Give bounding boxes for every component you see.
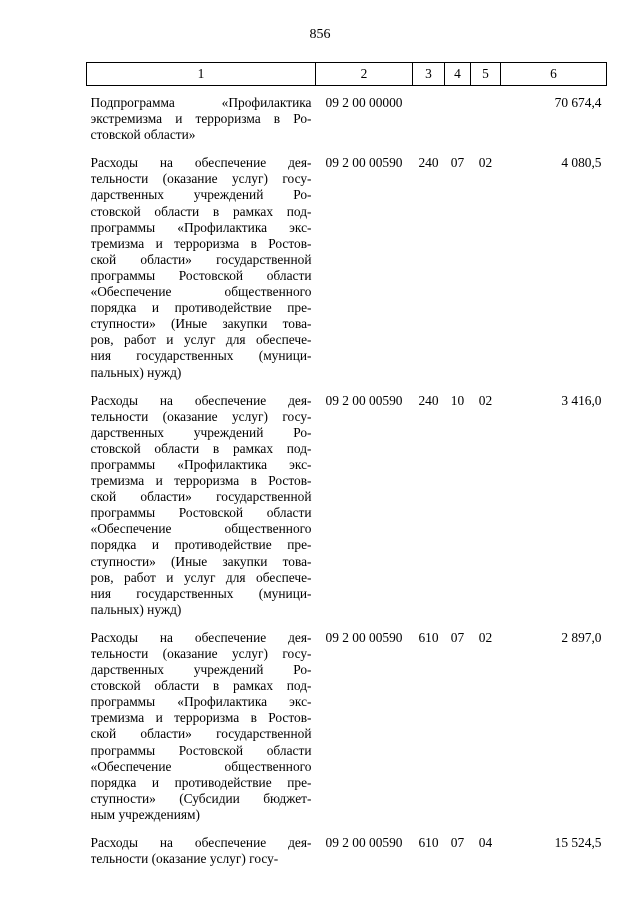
table-row xyxy=(87,835,607,867)
table-row xyxy=(87,393,607,618)
row-target-code: 09 2 00 00590 xyxy=(325,155,403,171)
row-expense-type: 610 xyxy=(418,629,439,645)
table-row xyxy=(87,155,607,380)
row-spacer xyxy=(87,143,607,155)
description-line: Расходы на обеспечение дея- xyxy=(90,629,312,645)
row-amount: 70 674,4 xyxy=(554,95,602,110)
description-line: тельности (оказание услуг) госу- xyxy=(90,408,312,424)
header-col-2: 2 xyxy=(316,63,413,86)
row-spacer-cell xyxy=(87,143,607,155)
description-line: ской области» государственной xyxy=(90,251,312,267)
description-line: пальных) нужд) xyxy=(90,364,182,380)
description-line: ров, работ и услуг для обеспече- xyxy=(90,332,312,348)
description-line: ным учреждениям) xyxy=(90,806,200,822)
row-amount: 3 416,0 xyxy=(561,392,602,408)
description-line: тремизма и терроризма в Ростов- xyxy=(90,235,312,251)
description-line: «Обеспечение общественного xyxy=(90,521,312,537)
row-description xyxy=(87,155,316,380)
row-subsection: 02 xyxy=(478,155,493,171)
row-subsection: 04 xyxy=(478,835,493,851)
row-section: 07 xyxy=(450,629,465,645)
description-line: тремизма и терроризма в Ростов- xyxy=(90,473,312,489)
description-line: программы «Профилактика экс- xyxy=(90,694,312,710)
row-section xyxy=(445,86,471,144)
description-line: Подпрограмма «Профилактика xyxy=(90,95,312,110)
row-description xyxy=(87,630,316,823)
row-spacer-cell xyxy=(87,823,607,835)
row-amount: 15 524,5 xyxy=(554,835,602,851)
description-line: ния государственных (муници- xyxy=(90,585,312,601)
row-description xyxy=(87,86,316,144)
description-line: стовской области в рамках под- xyxy=(90,440,312,456)
header-col-5: 5 xyxy=(471,63,501,86)
description-line: ступности» (Субсидии бюджет- xyxy=(90,790,312,806)
description-line: экстремизма и терроризма в Ро- xyxy=(90,111,312,127)
row-section: 07 xyxy=(450,155,465,171)
description-line: Расходы на обеспечение дея- xyxy=(90,155,312,171)
row-subsection: 02 xyxy=(478,392,493,408)
row-section: 10 xyxy=(450,392,465,408)
row-subsection: 02 xyxy=(478,629,493,645)
row-expense-type: 610 xyxy=(418,835,439,851)
row-target-code: 09 2 00 00590 xyxy=(325,835,403,851)
description-line: Расходы на обеспечение дея- xyxy=(90,392,312,408)
page-number: 856 xyxy=(309,27,331,42)
row-spacer xyxy=(87,823,607,835)
description-line: дарственных учреждений Ро- xyxy=(90,662,312,678)
description-line: порядка и противодействие пре- xyxy=(90,537,312,553)
table-row xyxy=(87,86,607,144)
description-line: программы Ростовской области xyxy=(90,505,312,521)
description-line: программы «Профилактика экс- xyxy=(90,456,312,472)
row-expense-type: 240 xyxy=(418,155,439,171)
description-line: «Обеспечение общественного xyxy=(90,284,312,300)
description-line: тельности (оказание услуг) госу- xyxy=(90,646,312,661)
table-row xyxy=(87,630,607,823)
row-amount: 2 897,0 xyxy=(561,629,602,645)
description-line: стовской области в рамках под- xyxy=(90,678,312,694)
description-line: дарственных учреждений Ро- xyxy=(90,424,312,440)
description-line: стовской области в рамках под- xyxy=(90,203,312,219)
header-row xyxy=(87,63,607,86)
row-target-code: 09 2 00 00590 xyxy=(325,629,403,645)
row-section: 07 xyxy=(450,835,465,851)
row-target-code: 09 2 00 00590 xyxy=(325,392,403,408)
header-col-3: 3 xyxy=(413,63,445,86)
description-line: ров, работ и услуг для обеспече- xyxy=(90,569,312,585)
description-line: ской области» государственной xyxy=(90,489,312,505)
description-line: Расходы на обеспечение дея- xyxy=(90,835,312,851)
table-body xyxy=(87,86,607,868)
description-line: ния государственных (муници- xyxy=(90,348,312,364)
description-line: ступности» (Иные закупки това- xyxy=(90,553,312,569)
description-line: программы Ростовской области xyxy=(90,742,312,758)
row-expense-type xyxy=(413,86,445,144)
row-subsection xyxy=(471,86,501,144)
header-col-4: 4 xyxy=(445,63,471,86)
description-line: тремизма и терроризма в Ростов- xyxy=(90,710,312,726)
description-line: стовской области» xyxy=(90,127,196,143)
row-description xyxy=(87,835,316,867)
row-spacer xyxy=(87,618,607,630)
description-line: тельности (оказание услуг) госу- xyxy=(90,171,312,187)
row-description xyxy=(87,393,316,618)
description-line: ступности» (Иные закупки това- xyxy=(90,316,312,332)
table-header xyxy=(87,63,607,86)
description-line: программы «Профилактика экс- xyxy=(90,219,312,235)
description-line: пальных) нужд) xyxy=(90,601,182,617)
description-line: ской области» государственной xyxy=(90,726,312,742)
description-line: дарственных учреждений Ро- xyxy=(90,187,312,203)
header-col-1: 1 xyxy=(87,63,316,86)
budget-table xyxy=(86,62,607,867)
row-expense-type: 240 xyxy=(418,392,439,408)
row-spacer-cell xyxy=(87,381,607,393)
description-line: тельности (оказание услуг) госу- xyxy=(90,851,279,867)
header-col-6: 6 xyxy=(501,63,607,86)
description-line: программы Ростовской области xyxy=(90,267,312,283)
row-target-code: 09 2 00 00000 xyxy=(325,95,403,110)
row-spacer xyxy=(87,381,607,393)
row-amount: 4 080,5 xyxy=(561,155,602,171)
row-spacer-cell xyxy=(87,618,607,630)
description-line: порядка и противодействие пре- xyxy=(90,774,312,790)
description-line: порядка и противодействие пре- xyxy=(90,300,312,316)
description-line: «Обеспечение общественного xyxy=(90,758,312,774)
